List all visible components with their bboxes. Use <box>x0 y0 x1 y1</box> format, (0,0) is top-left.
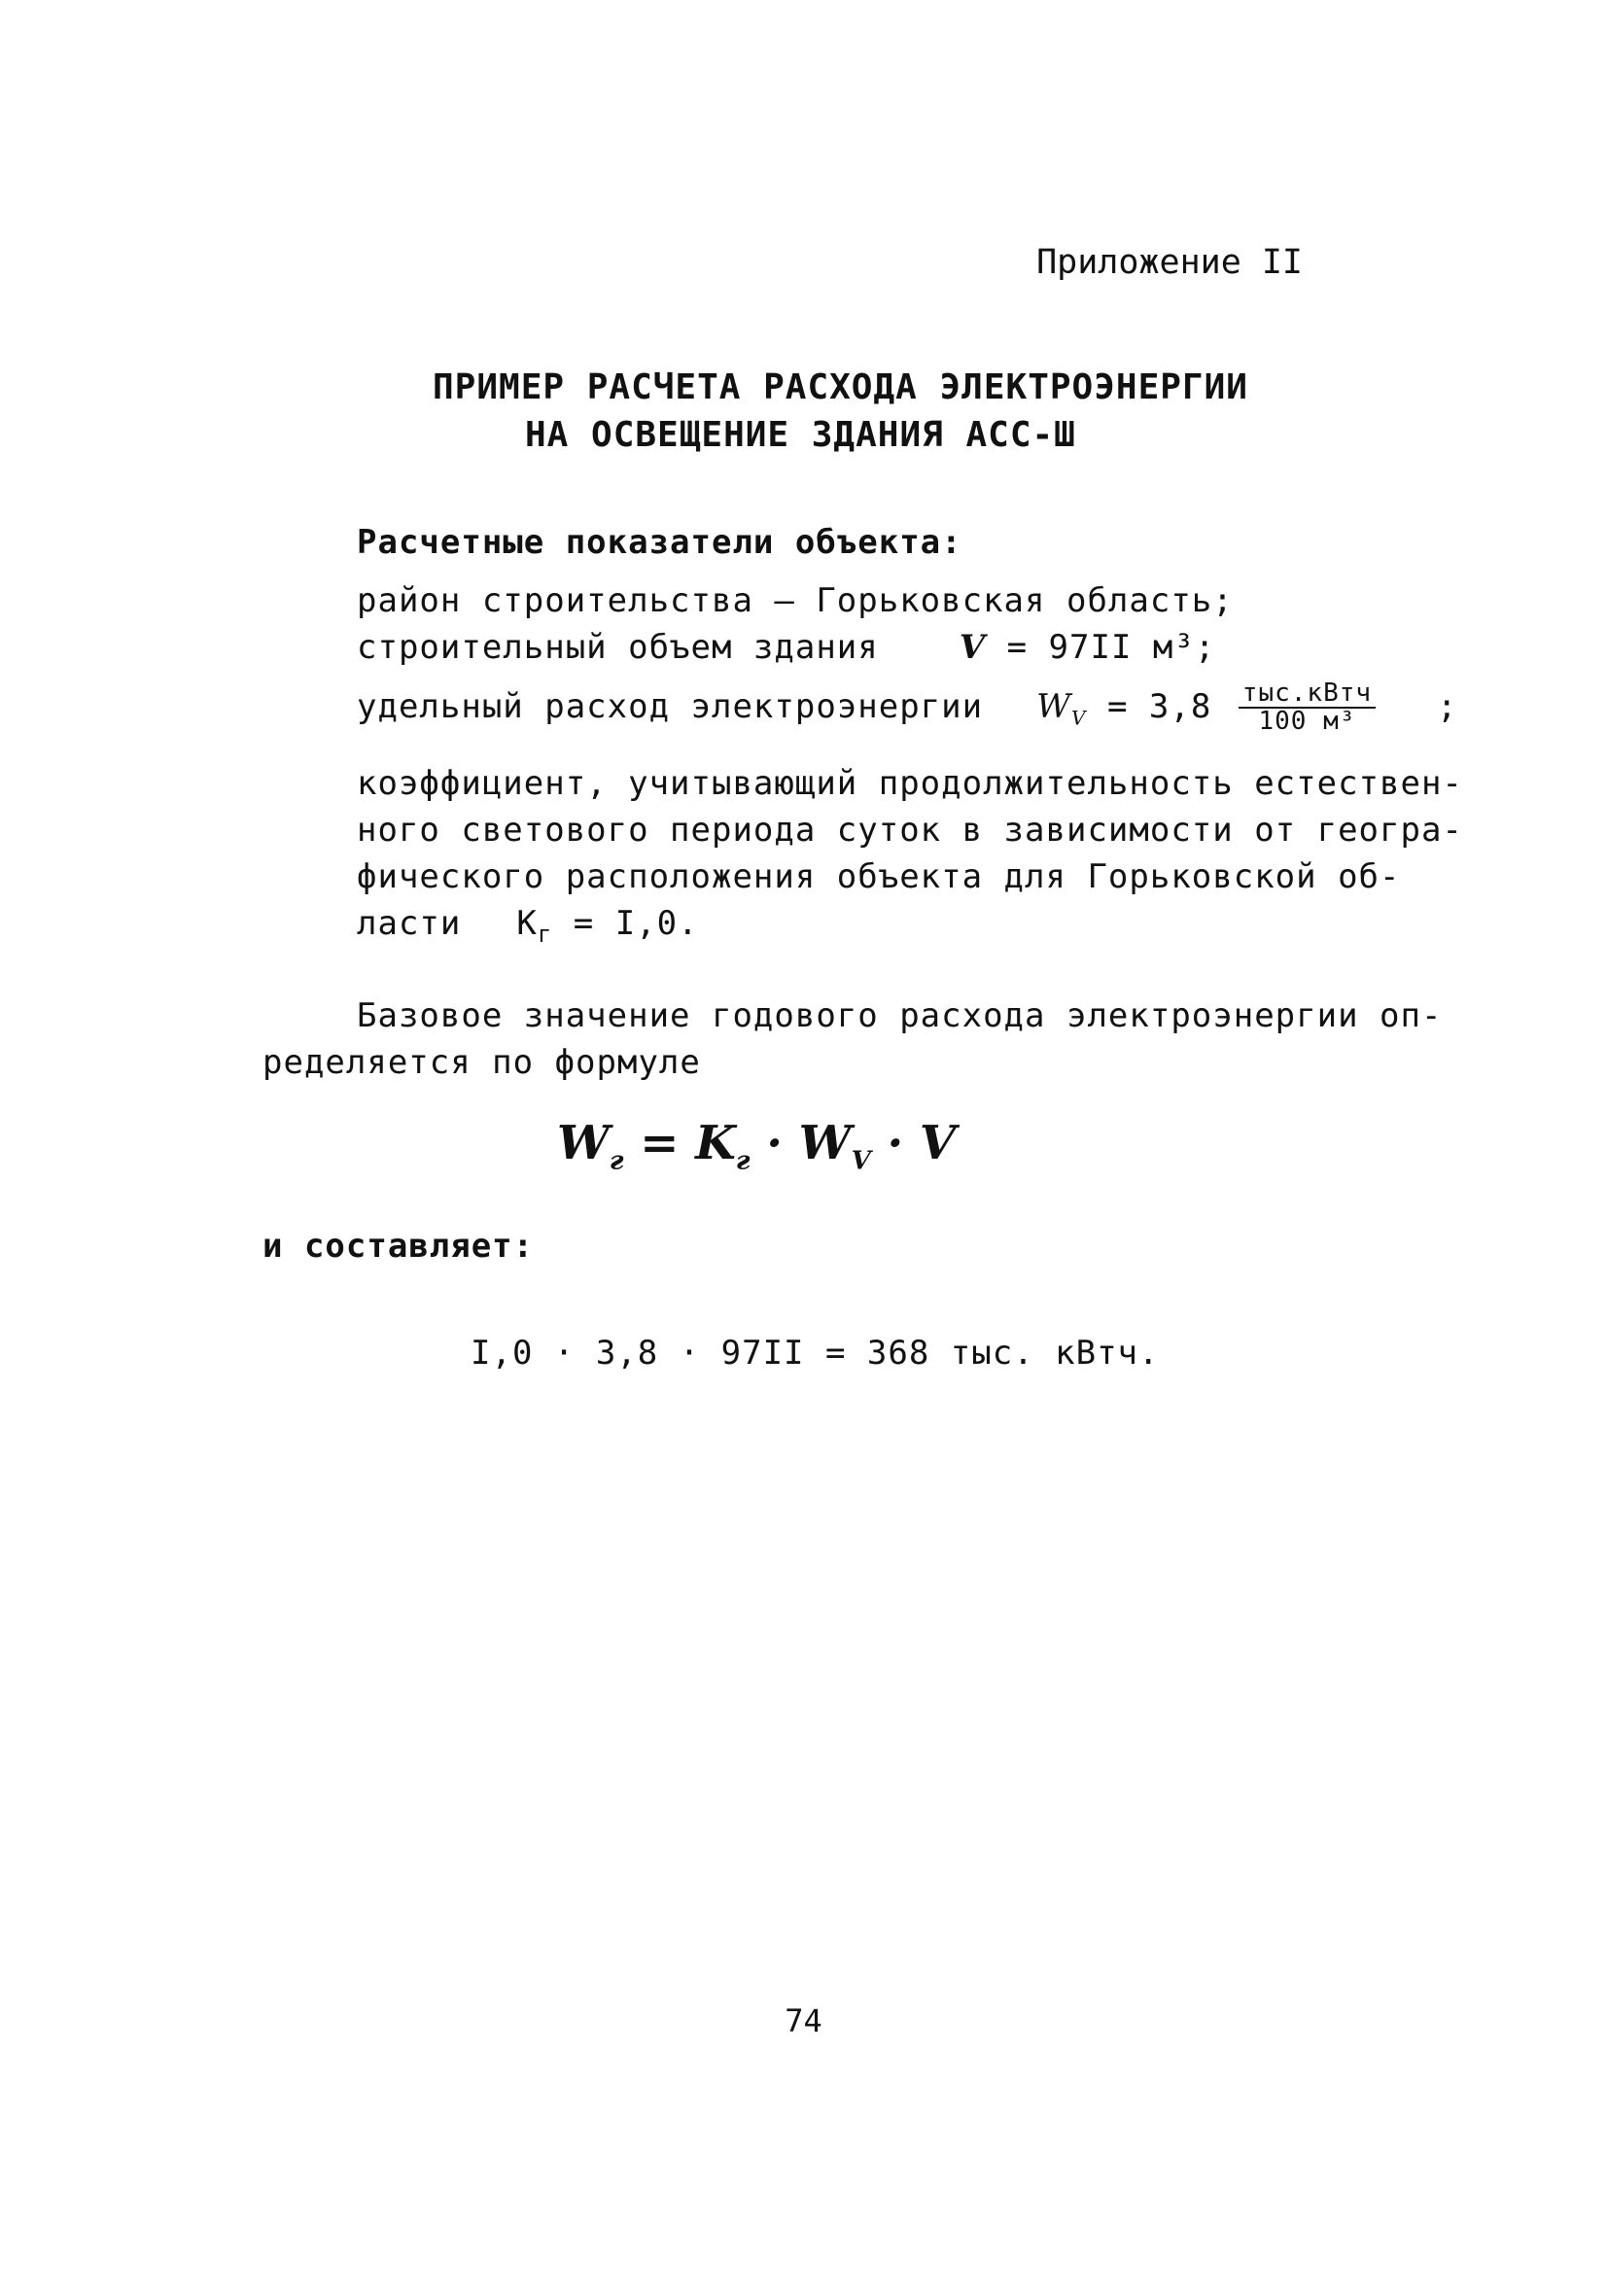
appendix-label: Приложение II <box>1036 243 1303 282</box>
formula-k: K <box>695 1116 736 1170</box>
specific-unit-numerator: тыс.кВтч <box>1239 680 1376 709</box>
coef-line-1: коэффициент, учитывающий продолжительность естествен- <box>357 764 1463 803</box>
specific-unit-fraction <box>1239 680 1376 736</box>
formula-w-sub: V <box>851 1146 871 1176</box>
specific-label: удельный расход электроэнергии <box>357 686 984 726</box>
coef-symbol: К <box>516 904 538 943</box>
formula-dot-2: · <box>870 1116 920 1170</box>
coef-line-3: фического расположения объекта для Горьковской об- <box>357 857 1401 896</box>
title-line-2: НА ОСВЕЩЕНИЕ ЗДАНИЯ АСС-Ш <box>525 415 1076 455</box>
specific-symbol-sub: V <box>1071 706 1087 730</box>
volume-symbol: V <box>959 628 987 667</box>
specific-line <box>357 680 1457 736</box>
formula-v: V <box>919 1116 957 1170</box>
formula-dot-1: · <box>750 1116 799 1170</box>
base-line-1: Базовое значение годового расхода электроэнергии оп- <box>357 996 1443 1035</box>
specific-value: = 3,8 <box>1106 686 1212 726</box>
formula-lhs-sub: г <box>609 1146 624 1176</box>
coef-line-4 <box>357 904 699 948</box>
volume-label: строительный объем здания <box>357 628 879 667</box>
volume-value: = 97II м³; <box>1006 628 1216 667</box>
coef-symbol-sub: г <box>537 920 553 948</box>
formula <box>557 1116 956 1176</box>
region-line: район строительства – Горьковская область; <box>357 581 1234 620</box>
formula-w: W <box>798 1116 852 1170</box>
coef-line-4-text: ласти <box>357 904 462 943</box>
coef-value: = I,0. <box>573 904 699 943</box>
coef-line-2: ного светового периода суток в зависимости от геогра- <box>357 811 1463 850</box>
formula-eq: = <box>623 1116 696 1170</box>
page-number: 74 <box>785 2002 822 2039</box>
result-calculation: I,0 · 3,8 · 97II = 368 тыс. кВтч. <box>471 1334 1160 1373</box>
volume-line <box>357 628 1215 667</box>
formula-k-sub: г <box>735 1146 751 1176</box>
title-line-1: ПРИМЕР РАСЧЕТА РАСХОДА ЭЛЕКТРОЭНЕРГИИ <box>433 367 1248 407</box>
base-line-2: ределяется по формуле <box>262 1043 701 1082</box>
specific-symbol: W <box>1036 686 1072 726</box>
specific-unit-denominator: 100 м³ <box>1258 707 1356 737</box>
specific-end: ; <box>1437 686 1458 726</box>
indicators-heading: Расчетные показатели объекта: <box>357 523 962 562</box>
result-label: и составляет: <box>262 1227 535 1266</box>
formula-lhs: W <box>557 1116 610 1170</box>
